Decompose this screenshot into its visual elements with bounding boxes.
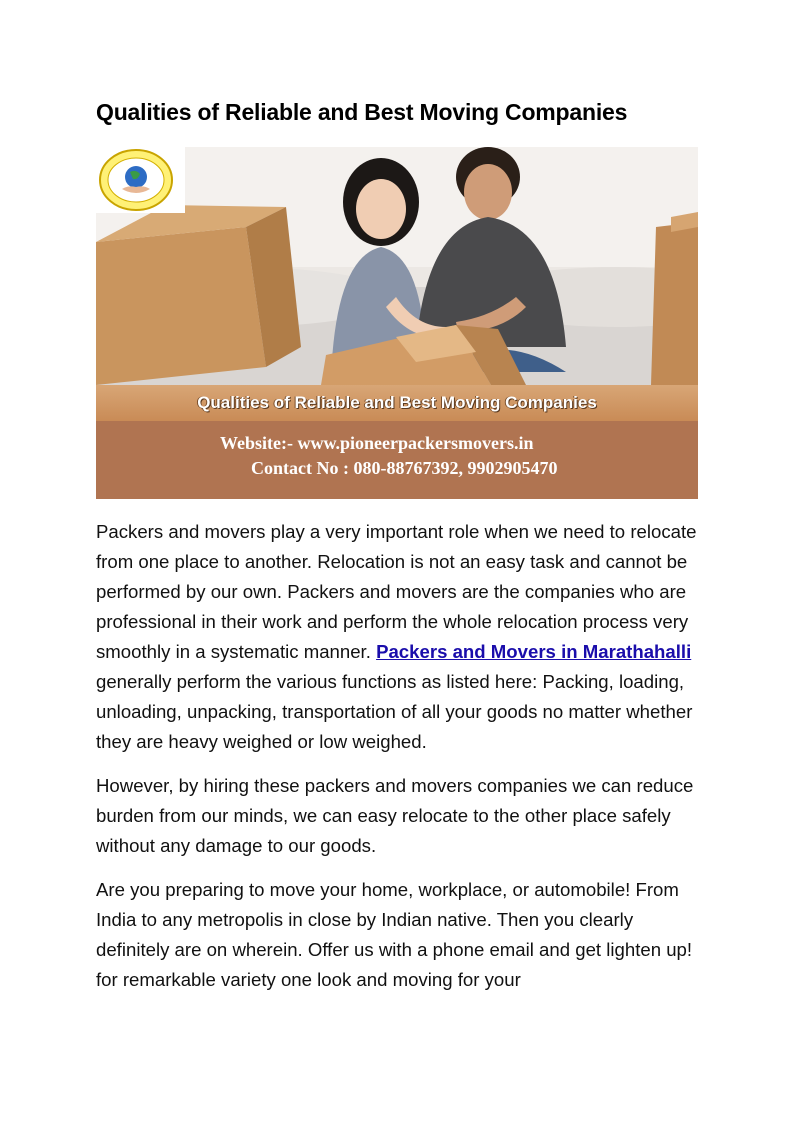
banner-title: Qualities of Reliable and Best Moving Companies xyxy=(197,393,597,412)
company-logo xyxy=(96,147,185,213)
contact-panel xyxy=(96,421,698,499)
paragraph-3: Are you preparing to move your home, workplace, or automobile! From India to any metropolis in close by Indian native. Then you clearly definitely are on wherein. Offer us with a phone email and get lighten up! for remarkable variety one look and moving for your xyxy=(96,879,693,990)
contact-number-text: Contact No : 080-88767392, 9902905470 xyxy=(251,458,558,478)
globe-hands-logo-icon xyxy=(96,147,185,213)
paragraph-1: Packers and movers play a very important role when we need to relocate from one place to another. Relocation is not an easy task and cannot be performed by our own. Packers and movers are the companies who are professional in their work and perform the whole relocation process very smoothly in a systematic manner. Packers and Movers in Marathahalli generally perform the various functions as listed here: Packing, loading, unloading, unpacking, transportation of all your goods no matter whether they are heavy weighed or low weighed. xyxy=(96,521,697,752)
article-body xyxy=(96,517,702,1009)
paragraph-2: However, by hiring these packers and movers companies we can reduce burden from our minds, we can easy relocate to the other place safely without any damage to our goods. xyxy=(96,775,694,856)
website-text: Website:- www.pioneerpackersmovers.in xyxy=(220,433,534,453)
banner-title-strip xyxy=(96,385,698,421)
hero-photo xyxy=(96,147,698,385)
hero-banner xyxy=(96,147,698,499)
packers-movers-marathahalli-link[interactable]: Packers and Movers in Marathahalli xyxy=(376,641,692,662)
page-title: Qualities of Reliable and Best Moving Companies xyxy=(96,99,628,125)
